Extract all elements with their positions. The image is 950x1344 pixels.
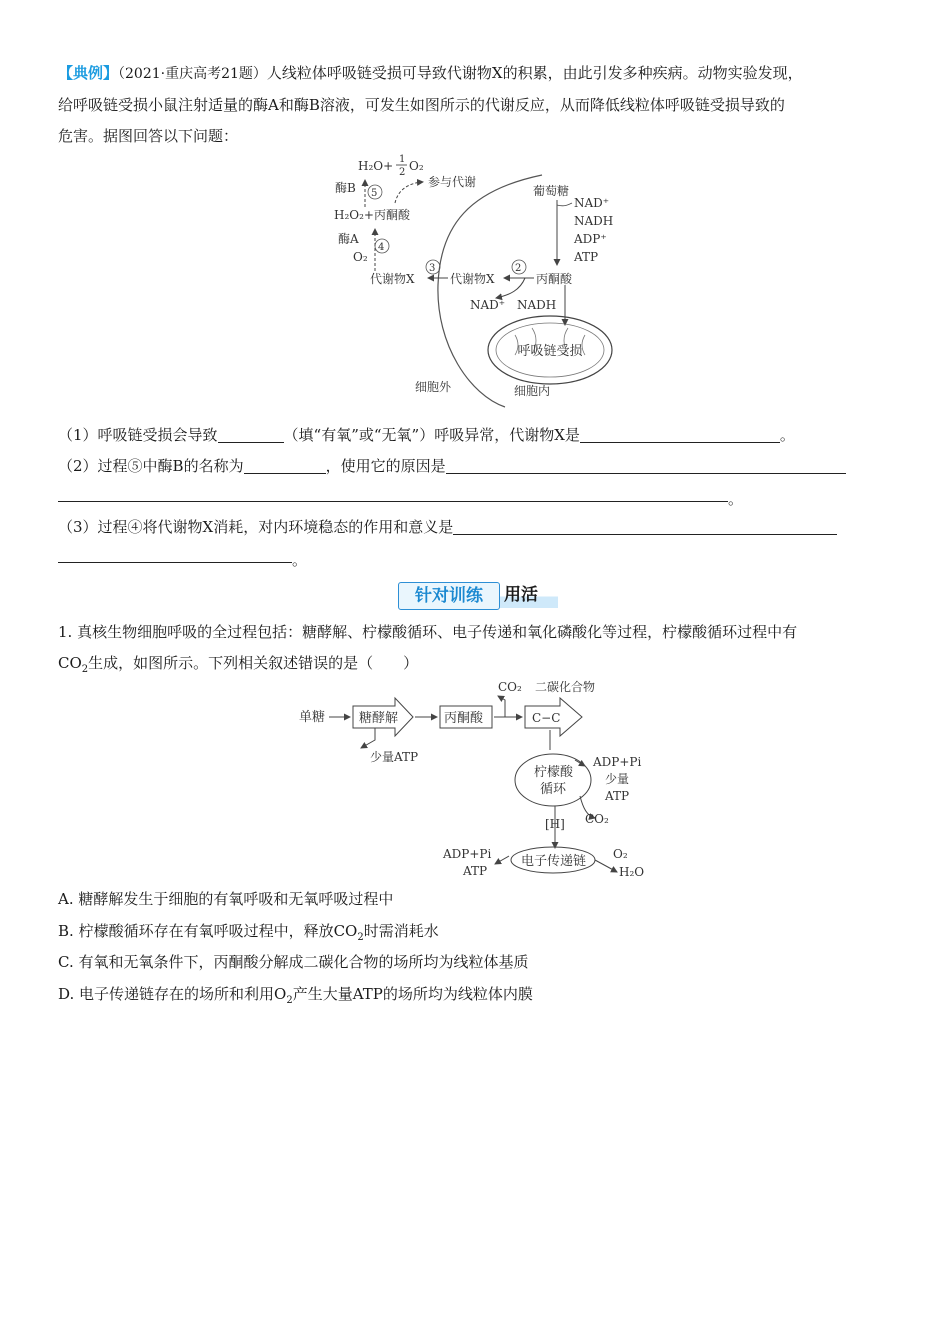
cell-membrane (438, 175, 542, 407)
atp-left: ATP (463, 864, 488, 878)
adp-pi-left: ADP+Pi (443, 847, 492, 861)
small-label: 少量 (605, 772, 630, 786)
option-d-sub: 2 (286, 995, 293, 1006)
example-line3: 危害。据图回答以下问题： (58, 127, 239, 145)
o2-label: O₂ (353, 250, 368, 264)
option-d[interactable] (58, 982, 533, 1013)
question-3-line (58, 512, 890, 543)
option-a[interactable] (58, 887, 393, 911)
citric-label-2: 循环 (540, 782, 567, 797)
option-d-label: D. (58, 985, 75, 1003)
nadh-1: NADH (574, 214, 614, 228)
mcq-co2-sub: 2 (81, 664, 89, 675)
q1-blank-2[interactable] (580, 424, 780, 443)
option-b-text-a: 柠檬酸循环存在有氧呼吸过程中，释放CO (78, 922, 358, 940)
option-b-label: B. (58, 922, 74, 940)
frac-den: 2 (399, 167, 406, 178)
banner-main: 针对训练 (398, 582, 500, 610)
metabolism-diagram (320, 145, 640, 410)
q1-blank-1[interactable] (218, 424, 284, 443)
two-carbon-label: 二碳化合物 (535, 680, 596, 694)
inside-label: 细胞内 (514, 384, 551, 398)
step5-label: 5 (371, 188, 378, 199)
q3-blank[interactable] (453, 516, 837, 535)
h-label: [H] (545, 817, 565, 831)
nad-plus-2: NAD⁺ (470, 298, 506, 312)
q2-blank-2[interactable] (446, 455, 846, 474)
example-paragraph (58, 58, 890, 152)
cc-label: C−C (532, 711, 561, 725)
mcq-co2: CO (58, 654, 82, 672)
h2o-2-label: H₂O (619, 865, 645, 879)
respiration-diagram (295, 678, 655, 883)
pyruvate-2-label: 丙酮酸 (444, 711, 484, 726)
pyruvate-label: 丙酮酸 (536, 272, 573, 286)
option-b-text-b: 时需消耗水 (363, 922, 439, 940)
step2-label: 2 (515, 263, 522, 274)
q2-blank-1[interactable] (244, 455, 326, 474)
example-source: （2021·重庆高考21题） (118, 66, 267, 82)
example-line2: 给呼吸链受损小鼠注射适量的酶A和酶B溶液，可发生如图所示的代谢反应，从而降低线粒体呼吸链受损导致的 (58, 96, 785, 114)
o2-2-label: O₂ (613, 847, 628, 861)
etc-label: 电子传递链 (521, 854, 587, 869)
nad-plus-1: NAD⁺ (574, 196, 610, 210)
step3-label: 3 (429, 263, 436, 274)
metabolite-x-in: 代谢物X (450, 272, 495, 286)
atp-right: ATP (605, 789, 630, 803)
enzyme-b-label: 酶B (335, 181, 356, 195)
co2-top-label: CO₂ (498, 680, 522, 694)
adp-pi-right: ADP+Pi (593, 755, 642, 769)
citric-label-1: 柠檬酸 (534, 765, 574, 780)
frac-num: 1 (399, 154, 406, 165)
half-o2-label: O₂ (409, 159, 424, 173)
citric-cycle (515, 754, 591, 806)
adp-plus: ADP⁺ (574, 232, 607, 246)
option-a-label: A. (58, 890, 74, 908)
h2o2-pyruvate-label: H₂O₂+丙酮酸 (334, 208, 410, 222)
mcq-1-stem (58, 617, 890, 685)
question-2-line (58, 451, 890, 482)
q3-part-a: （3）过程④将代谢物X消耗，对内环境稳态的作用和意义是 (58, 518, 454, 536)
participate-label: 参与代谢 (428, 175, 477, 189)
glucose-label: 葡萄糖 (533, 184, 570, 198)
h2o-label: H₂O+ (358, 159, 394, 173)
atp-label: ATP (574, 250, 599, 264)
q1-part-b: （填“有氧”或“无氧”）呼吸异常，代谢物X是 (283, 426, 580, 444)
option-b[interactable] (58, 919, 439, 950)
q3-end: 。 (292, 551, 308, 569)
nadh-2: NADH (517, 298, 557, 312)
enzyme-a-label: 酶A (338, 232, 359, 246)
option-d-text-b: 产生大量ATP的场所均为线粒体内膜 (292, 985, 533, 1003)
glycolysis-label: 糖酵解 (359, 711, 399, 726)
outside-label: 细胞外 (415, 380, 452, 394)
monosaccharide-label: 单糖 (299, 710, 326, 725)
q2-blank-continued[interactable] (58, 500, 728, 502)
q2-end: 。 (728, 490, 744, 508)
mcq-line1: 1. 真核生物细胞呼吸的全过程包括：糖酵解、柠檬酸循环、电子传递和氧化磷酸化等过程，柠檬酸循环过程中有 (58, 623, 798, 641)
q1-part-a: （1）呼吸链受损会导致 (58, 426, 218, 444)
q1-end: 。 (779, 426, 795, 444)
example-tag: 【典例】 (58, 64, 119, 82)
q2-part-a: （2）过程⑤中酶B的名称为 (58, 457, 244, 475)
q2-part-b: ，使用它的原因是 (325, 457, 446, 475)
q3-blank-continued[interactable] (58, 561, 292, 563)
option-c[interactable] (58, 950, 529, 974)
option-b-sub: 2 (357, 932, 364, 943)
mito-label: 呼吸链受损 (517, 344, 583, 359)
option-d-text-a: 电子传递链存在的场所和利用O (79, 985, 287, 1003)
option-c-label: C. (58, 953, 74, 971)
metabolite-x-out: 代谢物X (370, 272, 415, 286)
step4-label: 4 (378, 242, 385, 253)
example-line1: 人线粒体呼吸链受损可导致代谢物X的积累，由此引发多种疾病。动物实验发现， (266, 64, 803, 82)
co2-right-label: CO₂ (585, 812, 609, 826)
option-c-text: 有氧和无氧条件下，丙酮酸分解成二碳化合物的场所均为线粒体基质 (78, 953, 529, 971)
banner-tail: 用活 (500, 582, 558, 608)
small-atp-label: 少量ATP (370, 750, 419, 764)
question-1-line (58, 420, 890, 451)
option-a-text: 糖酵解发生于细胞的有氧呼吸和无氧呼吸过程中 (78, 890, 394, 908)
mcq-line2: 生成，如图所示。下列相关叙述错误的是（ ） (88, 654, 419, 672)
